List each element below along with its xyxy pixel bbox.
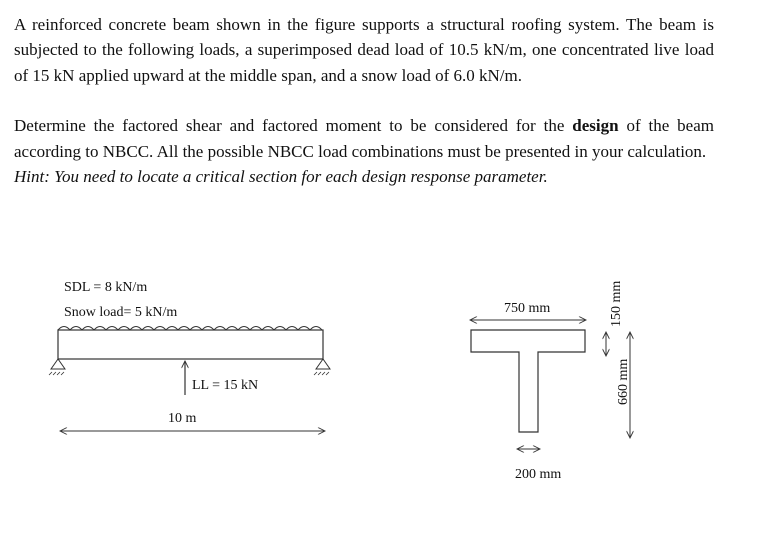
total-depth-label: 660 mm [616, 358, 631, 405]
sdl-label: SDL = 8 kN/m [64, 280, 148, 295]
design-emphasis: design [572, 116, 619, 136]
pin-support-left [49, 359, 65, 375]
span-label: 10 m [168, 411, 197, 426]
beam-body [58, 330, 323, 359]
flange-width-label: 750 mm [504, 301, 551, 316]
snow-load-label: Snow load= 5 kN/m [64, 305, 178, 320]
beam-figure [49, 280, 330, 431]
flange-thickness-label: 150 mm [609, 280, 624, 327]
live-load-label: LL = 15 kN [192, 378, 259, 393]
roller-support-right [314, 359, 330, 375]
hint-text: Hint: You need to locate a critical section for each design response parameter. [14, 167, 548, 187]
paragraph-2-rest: of the beam according to NBCC. All the possible NBCC load combinations must be presented in your calculation. [14, 116, 714, 161]
t-section-figure [470, 281, 631, 482]
problem-paragraph-1: A reinforced concrete beam shown in the figure supports a structural roofing system. The beam is subjected to the following loads, a superimposed dead load of 10.5 kN/m, one concentrated live load of 15 kN applied upward at the middle span, and a snow load of 6.0 kN/m. [14, 15, 714, 85]
web-width-label: 200 mm [515, 467, 562, 482]
paragraph-2-intro: Determine the factored shear and factored moment to be considered for the [14, 116, 573, 136]
t-section-outline [471, 330, 585, 432]
